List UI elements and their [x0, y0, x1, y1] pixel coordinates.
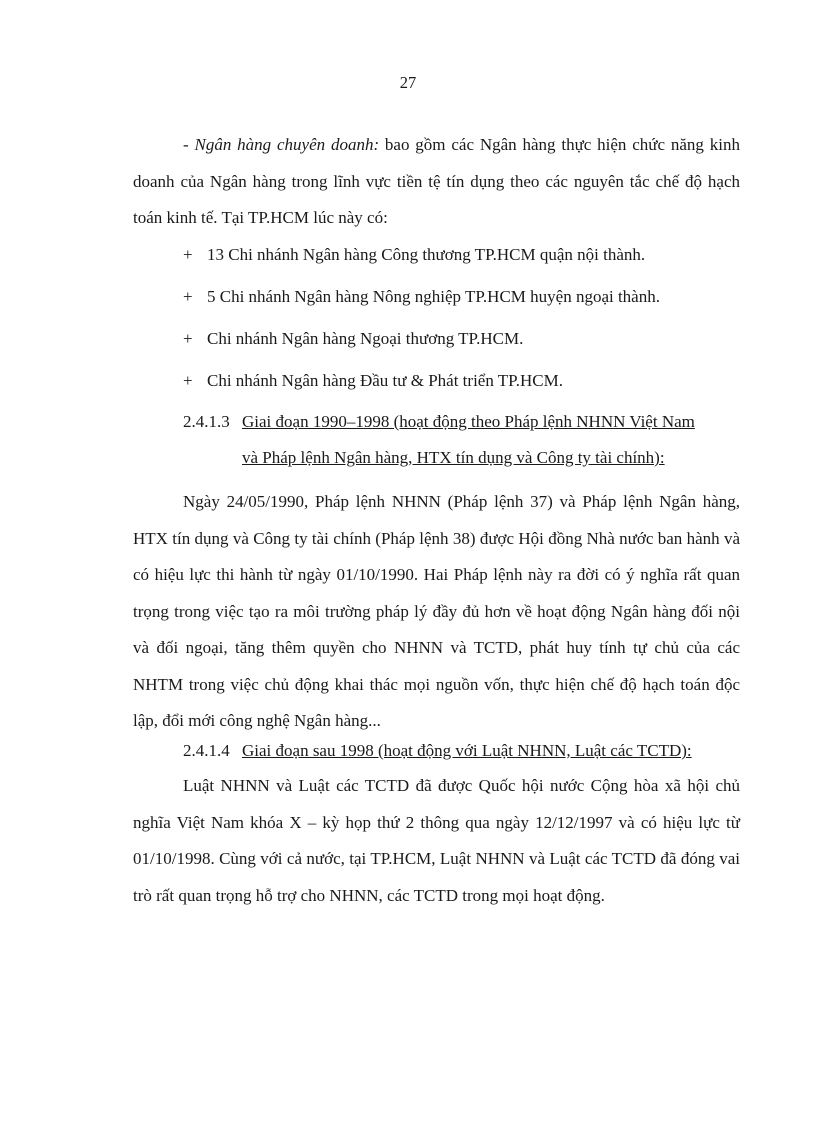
section-paragraph-2-4-1-4: Luật NHNN và Luật các TCTD đã được Quốc hội nước Cộng hòa xã hội chủ nghĩa Việt Nam khóa X – kỳ họp thứ 2 thông qua ngày 12/12/1997 và có hiệu lực từ 01/10/1998. Cùng với cả nước, tại TP.HCM, Luật NHNN và Luật các TCTD đã đóng vai trò rất quan trọng hỗ trợ cho NHNN, các TCTD trong mọi hoạt động.: [133, 776, 740, 905]
intro-text: bao gồm các Ngân hàng thực hiện chức năng kinh doanh của Ngân hàng trong lĩnh vực tiền tệ tín dụng theo các nguyên tắc chế độ hạch toán kinh tế. Tại TP.HCM lúc này có:: [133, 135, 740, 227]
plus-marker: +: [183, 371, 193, 390]
plus-marker: +: [183, 245, 193, 264]
section-number: 2.4.1.3: [183, 412, 230, 431]
section-heading-2-4-1-3: [183, 404, 743, 476]
list-item-text: 5 Chi nhánh Ngân hàng Nông nghiệp TP.HCM huyện ngoại thành.: [207, 287, 660, 306]
section-title-continued: và Pháp lệnh Ngân hàng, HTX tín dụng và Công ty tài chính):: [242, 448, 665, 467]
list-item: [133, 283, 740, 325]
list-item-text: Chi nhánh Ngân hàng Ngoại thương TP.HCM.: [207, 329, 524, 348]
plus-marker: +: [183, 329, 193, 348]
section-number: 2.4.1.4: [183, 741, 230, 760]
section-title: Giai đoạn 1990–1998 (hoạt động theo Pháp lệnh NHNN Việt Nam: [242, 412, 695, 431]
intro-paragraph: [133, 127, 740, 237]
list-item: [133, 367, 740, 409]
section-heading-2-4-1-4: [183, 733, 743, 769]
intro-label: - Ngân hàng chuyên doanh:: [183, 135, 380, 154]
section-paragraph-2-4-1-3: Ngày 24/05/1990, Pháp lệnh NHNN (Pháp lệnh 37) và Pháp lệnh Ngân hàng, HTX tín dụng và Công ty tài chính (Pháp lệnh 38) được Hội đồng Nhà nước ban hành và có hiệu lực thi hành từ ngày 01/10/1990. Hai Pháp lệnh này ra đời có ý nghĩa rất quan trọng trong việc tạo ra môi trường pháp lý đầy đủ hơn về hoạt động Ngân hàng đối nội và đối ngoại, tăng thêm quyền cho NHNN và TCTD, phát huy tính tự chủ của các NHTM trong việc chủ động khai thác mọi nguồn vốn, thực hiện chế độ hạch toán độc lập, đổi mới công nghệ Ngân hàng...: [133, 492, 740, 730]
list-item: [133, 325, 740, 367]
section-title: Giai đoạn sau 1998 (hoạt động với Luật NHNN, Luật các TCTD):: [242, 741, 692, 760]
branch-list: [133, 241, 740, 409]
plus-marker: +: [183, 287, 193, 306]
list-item-text: 13 Chi nhánh Ngân hàng Công thương TP.HCM quận nội thành.: [207, 245, 646, 264]
list-item-text: Chi nhánh Ngân hàng Đầu tư & Phát triển TP.HCM.: [207, 371, 563, 390]
list-item: [133, 241, 740, 283]
page-number: 27: [399, 73, 417, 92]
